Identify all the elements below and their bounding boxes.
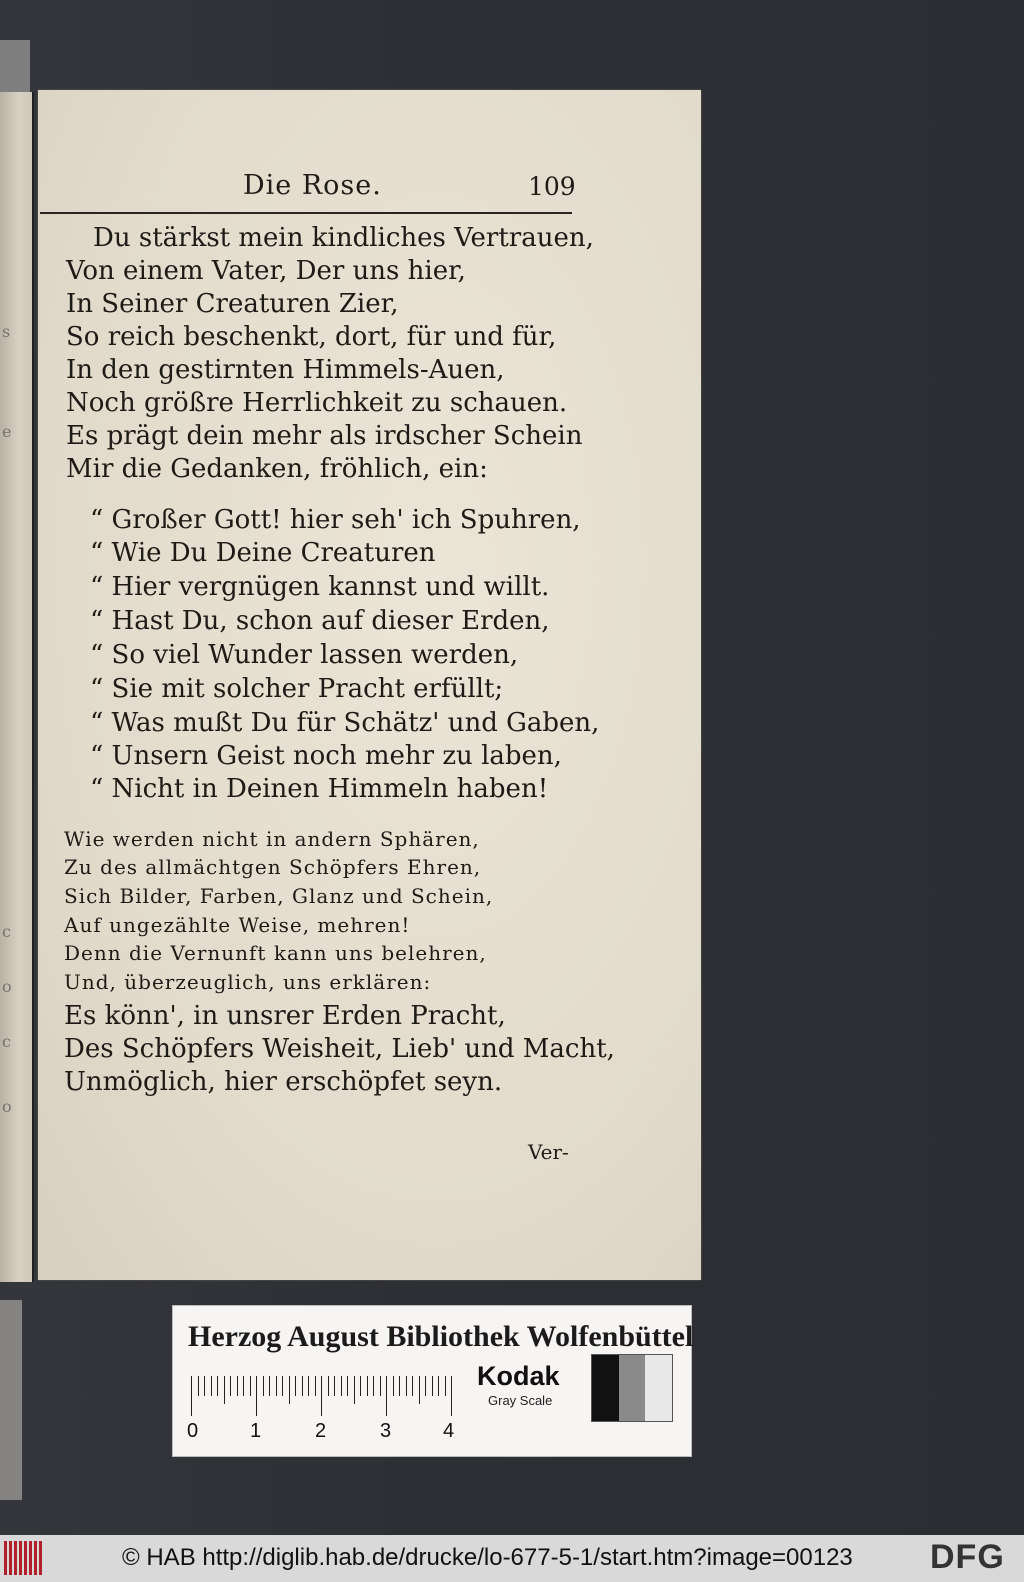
verse-line: Mir die Gedanken, fröhlich, ein: xyxy=(66,454,488,484)
header-rule xyxy=(40,212,572,214)
ruler-tick xyxy=(211,1376,212,1396)
bleed-glyph: c xyxy=(2,922,11,941)
verse-line: “ Was mußt Du für Schätz' und Gaben, xyxy=(90,708,600,738)
verse-line: “ Großer Gott! hier seh' ich Spuhren, xyxy=(90,505,581,535)
ruler-tick xyxy=(243,1376,244,1396)
ruler-tick xyxy=(386,1376,387,1416)
verse-line: Wie werden nicht in andern Sphären, xyxy=(64,827,480,851)
ruler-tick xyxy=(289,1376,290,1404)
ruler-tick xyxy=(217,1376,218,1396)
ruler-tick xyxy=(191,1376,192,1416)
ruler-tick xyxy=(276,1376,277,1396)
scale-ruler xyxy=(187,1376,459,1442)
verse-line: “ Sie mit solcher Pracht erfüllt; xyxy=(90,674,504,704)
ruler-tick xyxy=(406,1376,407,1396)
hab-logo-icon xyxy=(4,1541,48,1575)
running-title: Die Rose. xyxy=(243,170,382,201)
verse-line: Unmöglich, hier erschöpfet seyn. xyxy=(64,1067,503,1097)
ruler-tick xyxy=(341,1376,342,1396)
ruler-tick xyxy=(224,1376,225,1404)
verse-line: Denn die Vernunft kann uns belehren, xyxy=(64,941,487,965)
ruler-tick xyxy=(451,1376,452,1416)
ruler-tick xyxy=(438,1376,439,1396)
ruler-tick xyxy=(373,1376,374,1396)
verse-line: “ So viel Wunder lassen werden, xyxy=(90,640,519,670)
ruler-tick xyxy=(347,1376,348,1396)
ruler-tick xyxy=(308,1376,309,1396)
ruler-tick xyxy=(250,1376,251,1396)
verse-line: Auf ungezählte Weise, mehren! xyxy=(64,913,411,937)
verse-line: In Seiner Creaturen Zier, xyxy=(66,289,399,319)
bleed-glyph: e xyxy=(2,422,12,441)
ruler-tick xyxy=(315,1376,316,1396)
ruler-tick xyxy=(328,1376,329,1396)
page-number: 109 xyxy=(528,172,576,201)
kodak-logo: Kodak xyxy=(477,1361,560,1391)
verse-line: Zu des allmächtgen Schöpfers Ehren, xyxy=(64,855,482,879)
ruler-tick xyxy=(399,1376,400,1396)
book-page xyxy=(38,90,701,1280)
ruler-tick xyxy=(302,1376,303,1396)
verse-line: Es könn', in unsrer Erden Pracht, xyxy=(64,1001,506,1031)
bleed-glyph: s xyxy=(2,322,11,341)
color-calibration-card xyxy=(172,1305,692,1457)
ruler-tick xyxy=(393,1376,394,1396)
swatch-black xyxy=(592,1355,619,1421)
verse-line: Noch größre Herrlichkeit zu schauen. xyxy=(66,388,568,418)
holder-strip xyxy=(0,1300,22,1500)
dfg-logo: DFG xyxy=(930,1538,1005,1576)
copyright-url: © HAB http://diglib.hab.de/drucke/lo-677-5-1/start.htm?image=00123 xyxy=(122,1544,853,1571)
scale-number: 1 xyxy=(250,1420,262,1442)
verse-line: Es prägt dein mehr als irdscher Schein xyxy=(66,421,583,451)
verse-line: Und, überzeuglich, uns erklären: xyxy=(64,970,432,994)
verse-line: So reich beschenkt, dort, für und für, xyxy=(66,322,557,352)
holder-clip xyxy=(0,40,30,100)
footer-bar xyxy=(0,1535,1024,1582)
scale-number: 2 xyxy=(315,1420,327,1442)
verse-line: Du stärkst mein kindliches Vertrauen, xyxy=(93,223,594,253)
scale-number: 0 xyxy=(187,1420,199,1442)
ruler-tick xyxy=(282,1376,283,1396)
ruler-tick xyxy=(230,1376,231,1396)
verse-line: “ Wie Du Deine Creaturen xyxy=(90,538,436,568)
ruler-tick xyxy=(360,1376,361,1396)
ruler-tick xyxy=(263,1376,264,1396)
ruler-tick xyxy=(256,1376,257,1416)
ruler-tick xyxy=(445,1376,446,1396)
ruler-tick xyxy=(198,1376,199,1396)
scale-number: 3 xyxy=(380,1420,392,1442)
ruler-tick xyxy=(412,1376,413,1396)
scale-number: 4 xyxy=(443,1420,455,1442)
bleed-glyph: o xyxy=(2,977,12,996)
ruler-tick xyxy=(432,1376,433,1396)
verse-line: In den gestirnten Himmels-Auen, xyxy=(66,355,505,385)
running-head xyxy=(38,170,610,214)
ruler-tick xyxy=(237,1376,238,1396)
ruler-tick xyxy=(334,1376,335,1396)
catchword: Ver- xyxy=(528,1140,569,1164)
ruler-tick xyxy=(204,1376,205,1396)
previous-page-edge xyxy=(0,92,34,1282)
verse-line: “ Unsern Geist noch mehr zu laben, xyxy=(90,741,562,771)
swatch-gray xyxy=(619,1355,646,1421)
verse-line: Des Schöpfers Weisheit, Lieb' und Macht, xyxy=(64,1034,615,1064)
verse-line: Von einem Vater, Der uns hier, xyxy=(66,256,466,286)
ruler-tick xyxy=(419,1376,420,1404)
bleed-glyph: o xyxy=(2,1097,12,1116)
ruler-tick xyxy=(321,1376,322,1416)
ruler-tick xyxy=(354,1376,355,1404)
verse-line: “ Hier vergnügen kannst und willt. xyxy=(90,572,550,602)
ruler-tick xyxy=(295,1376,296,1396)
ruler-tick xyxy=(269,1376,270,1396)
bleed-glyph: c xyxy=(2,1032,11,1051)
gray-swatches xyxy=(591,1354,673,1422)
verse-line: Sich Bilder, Farben, Glanz und Schein, xyxy=(64,884,494,908)
ruler-tick xyxy=(367,1376,368,1396)
swatch-white xyxy=(645,1355,672,1421)
gray-scale-label: Gray Scale xyxy=(488,1393,553,1408)
library-name: Herzog August Bibliothek Wolfenbüttel xyxy=(188,1320,694,1353)
verse-line: “ Nicht in Deinen Himmeln haben! xyxy=(90,774,549,804)
ruler-tick xyxy=(380,1376,381,1396)
ruler-tick xyxy=(425,1376,426,1396)
verse-line: “ Hast Du, schon auf dieser Erden, xyxy=(90,606,550,636)
